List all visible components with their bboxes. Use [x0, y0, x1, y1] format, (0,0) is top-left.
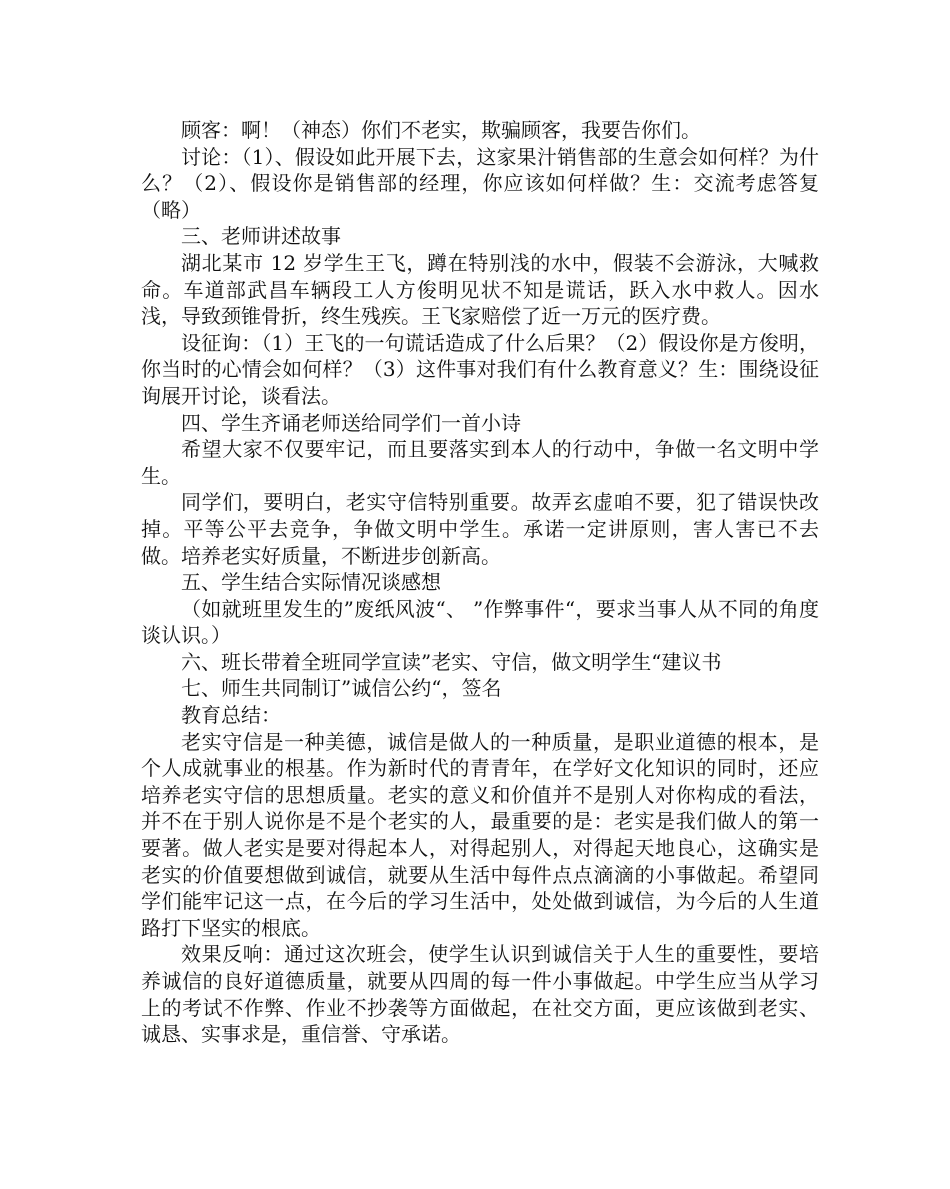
effect-feedback-paragraph: 效果反响：通过这次班会，使学生认识到诚信关于人生的重要性，要培养诚信的良好道德质量，就要从四周的每一件小事做起。中学生应当从学习上的考试不作弊、作业不抄袭等方面做起，在社交方面，更应该做到老实、诚恳、实事求是，重信誉、守承诺。 [141, 942, 819, 1047]
section-heading-5: 五、学生结合实际情况谈感想 [181, 570, 441, 595]
discussion-paragraph: 讨论：（1）、假设如此开展下去，这家果汁销售部的生意会如何样？为什么？（2）、假设你是销售部的经理，你应该如何样做？生：交流考虑答复（略） [141, 144, 819, 222]
section-heading-3: 三、老师讲述故事 [181, 224, 341, 249]
story-paragraph: 湖北某市 12 岁学生王飞，蹲在特别浅的水中，假装不会游泳，大喊救命。车道部武昌车辆段工人方俊明见状不知是谎话，跃入水中救人。因水浅，导致颈锥骨折，终生残疾。王飞家赔偿了近一万元的医疗费。 [141, 250, 819, 329]
story-questions-paragraph: 设征询：（1）王飞的一句谎话造成了什么后果？（2）假设你是方俊明，你当时的心情会如何样？（3）这件事对我们有什么教育意义？生：围绕设征询展开讨论，谈看法。 [141, 330, 819, 408]
hope-paragraph: 希望大家不仅要牢记，而且要落实到本人的行动中，争做一名文明中学生。 [141, 437, 819, 488]
customer-line: 顾客：啊！（神态）你们不老实，欺骗顾客，我要告你们。 [181, 118, 701, 142]
poem-paragraph: 同学们，要明白，老实守信特别重要。故弄玄虚咱不要，犯了错误快改掉。平等公平去竞争，争做文明中学生。承诺一定讲原则，害人害已不去做。培养老实好质量，不断进步创新高。 [141, 490, 819, 568]
document-page [141, 117, 819, 1048]
reflection-paragraph: （如就班里发生的”废纸风波“、 ”作弊事件“，要求当事人从不同的角度谈认识。） [141, 596, 819, 648]
section-heading-7: 七、师生共同制订”诚信公约“，签名 [181, 676, 502, 701]
section-heading-4: 四、学生齐诵老师送给同学们一首小诗 [181, 410, 521, 435]
education-summary-paragraph: 老实守信是一种美德，诚信是做人的一种质量，是职业道德的根本，是个人成就事业的根基。作为新时代的青青年，在学好文化知识的同时，还应培养老实守信的思想质量。老实的意义和价值并不是别人对你构成的看法，并不在于别人说你是不是个老实的人，最重要的是：老实是我们做人的第一要著。做人老实是要对得起本人，对得起别人，对得起天地良心，这确实是老实的价值要想做到诚信，就要从生活中每件点点滴滴的小事做起。希望同学们能牢记这一点，在今后的学习生活中，处处做到诚信，为今后的人生道路打下坚实的根底。 [141, 729, 819, 940]
section-heading-6: 六、班长带着全班同学宣读”老实、守信，做文明学生“建议书 [181, 649, 722, 674]
education-summary-heading: 教育总结： [181, 703, 281, 728]
